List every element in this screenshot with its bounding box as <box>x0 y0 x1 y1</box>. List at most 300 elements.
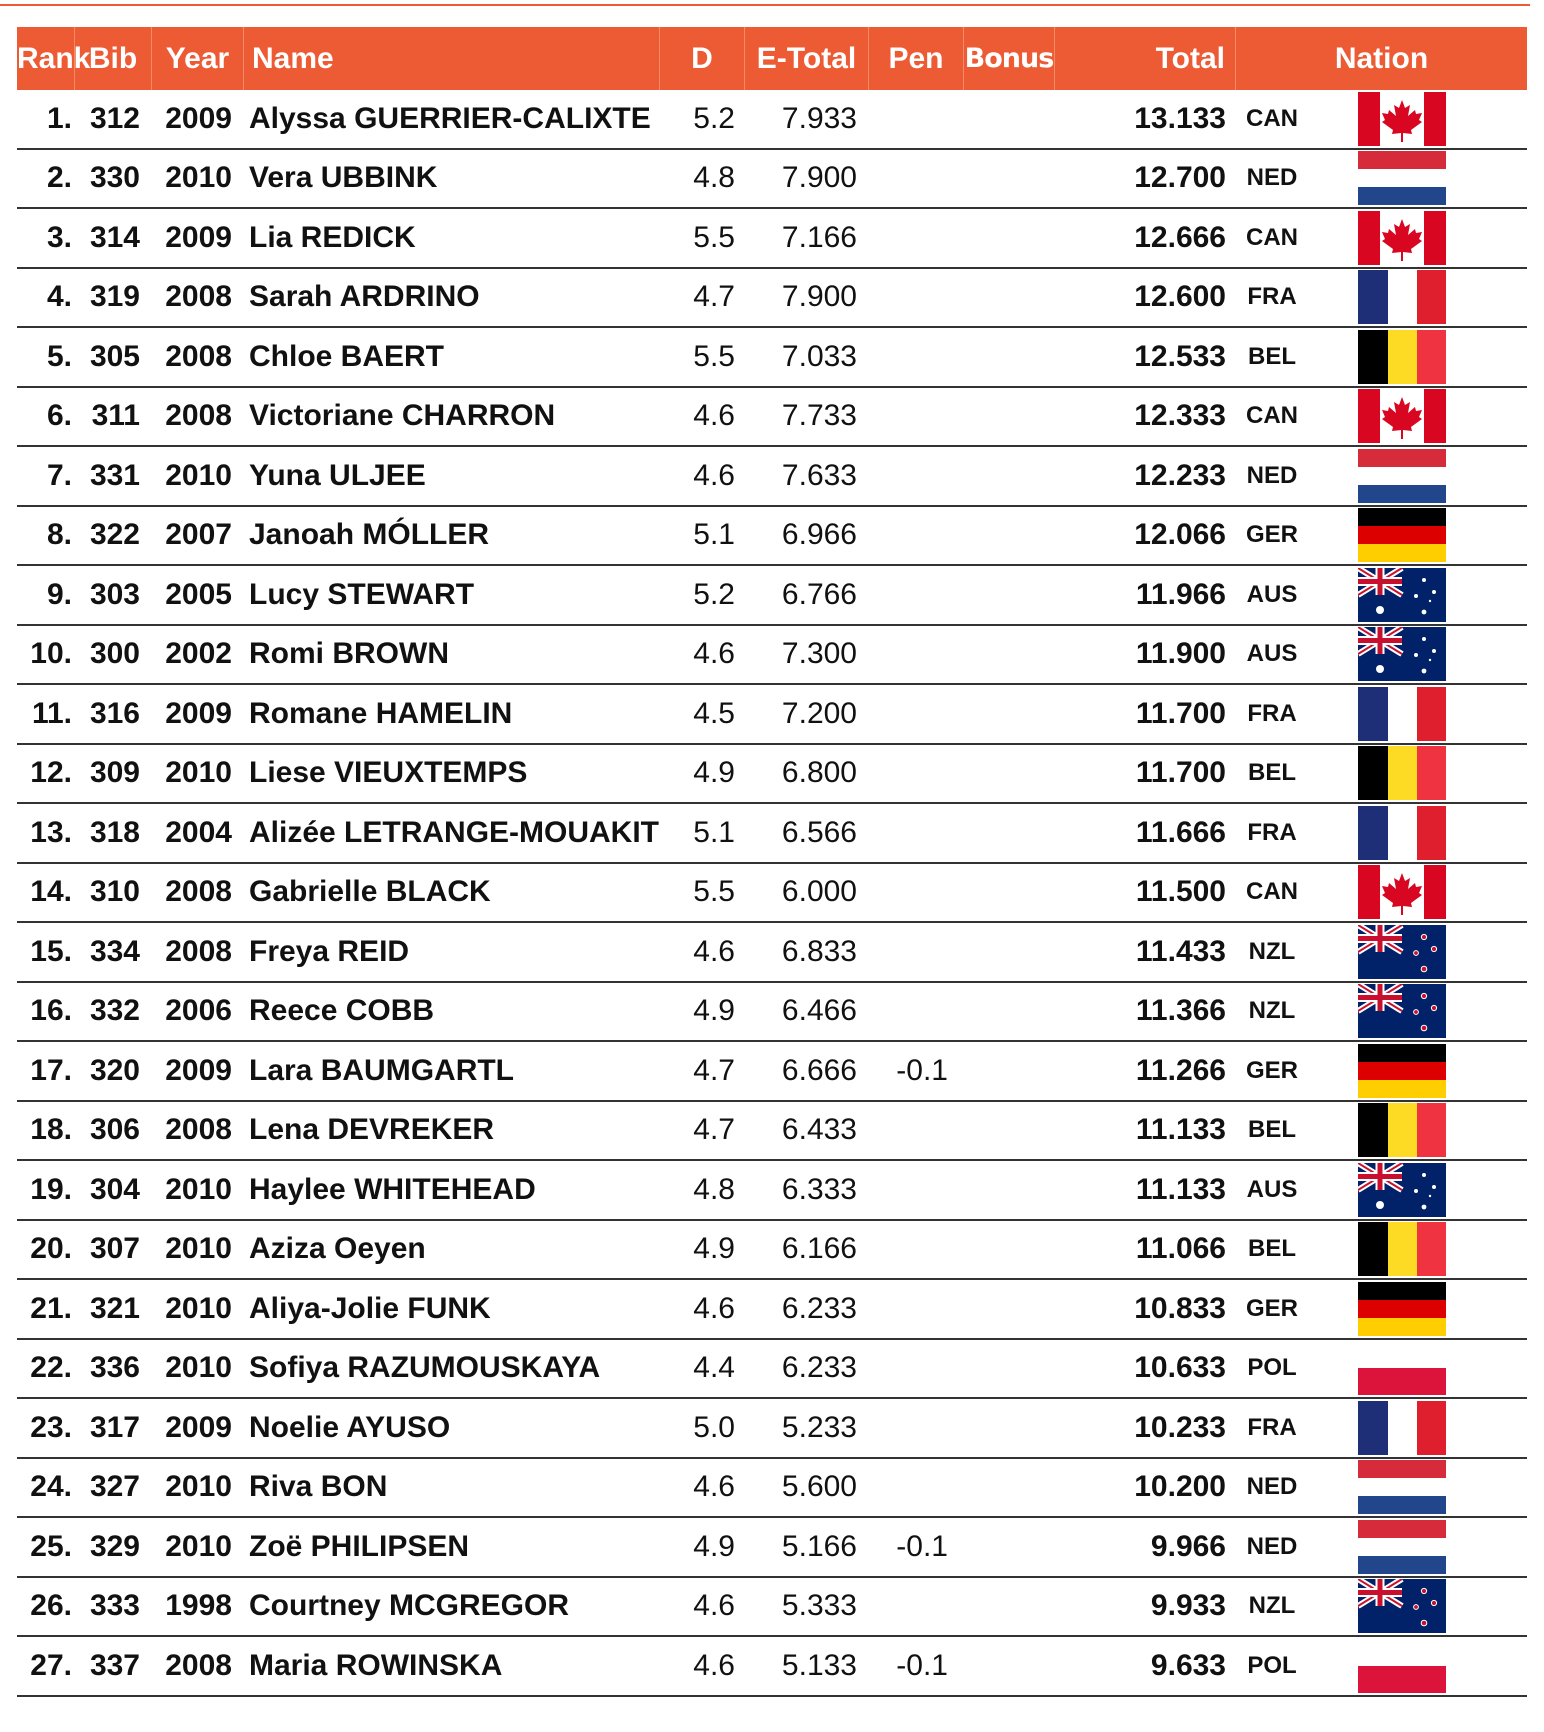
nation-code: GER <box>1245 1294 1298 1322</box>
nation-code: NED <box>1246 1473 1298 1501</box>
netherlands-flag-icon <box>1358 449 1446 503</box>
total-cell: 12.600 <box>1134 280 1226 314</box>
bib-cell: 310 <box>89 875 140 909</box>
australia-flag-icon <box>1358 568 1446 622</box>
header-rank: Rank <box>17 27 75 90</box>
netherlands-flag-icon <box>1358 1460 1446 1514</box>
nation-code: FRA <box>1247 699 1297 727</box>
total-cell: 12.533 <box>1134 339 1226 373</box>
nation-cell <box>1236 1401 1527 1455</box>
belgium-flag-icon <box>1358 746 1446 800</box>
table-row <box>17 1221 1527 1281</box>
bib-cell: 320 <box>89 1053 140 1087</box>
germany-flag-icon <box>1358 1044 1446 1098</box>
d-score-cell: 4.6 <box>693 934 735 968</box>
name-cell: Noelie AYUSO <box>249 1410 451 1444</box>
year-cell: 2008 <box>165 399 232 433</box>
d-score-cell: 4.5 <box>693 696 735 730</box>
bib-cell: 336 <box>89 1351 140 1385</box>
new-zealand-flag-icon <box>1358 984 1446 1038</box>
e-total-cell: 5.333 <box>781 1589 857 1623</box>
rank-cell: 9. <box>46 577 72 611</box>
nation-code: FRA <box>1247 1413 1297 1441</box>
nation-cell <box>1236 1282 1527 1336</box>
name-cell: Lucy STEWART <box>249 577 475 611</box>
nation-cell <box>1236 330 1527 384</box>
name-cell: Aliya-Jolie FUNK <box>249 1291 491 1325</box>
d-score-cell: 4.9 <box>693 994 735 1028</box>
name-cell: Janoah MÓLLER <box>249 518 490 552</box>
canada-flag-icon <box>1358 92 1446 146</box>
total-cell: 12.066 <box>1134 518 1226 552</box>
year-cell: 2009 <box>165 101 232 135</box>
e-total-cell: 6.166 <box>781 1232 857 1266</box>
year-cell: 2009 <box>165 1053 232 1087</box>
bib-cell: 303 <box>89 577 140 611</box>
year-cell: 2010 <box>165 756 232 790</box>
d-score-cell: 4.8 <box>693 161 735 195</box>
year-cell: 2005 <box>165 577 232 611</box>
table-row <box>17 1340 1527 1400</box>
table-row <box>17 1518 1527 1578</box>
e-total-cell: 6.466 <box>781 994 857 1028</box>
total-cell: 11.666 <box>1135 815 1226 849</box>
total-cell: 11.133 <box>1135 1172 1226 1206</box>
total-cell: 11.700 <box>1135 756 1226 790</box>
year-cell: 2007 <box>165 518 232 552</box>
nation-code: BEL <box>1248 1235 1296 1263</box>
nation-cell <box>1236 746 1527 800</box>
rank-cell: 16. <box>30 994 72 1028</box>
d-score-cell: 4.6 <box>693 637 735 671</box>
rank-cell: 12. <box>30 756 72 790</box>
total-cell: 10.833 <box>1134 1291 1226 1325</box>
bib-cell: 317 <box>89 1410 140 1444</box>
year-cell: 2009 <box>165 696 232 730</box>
nation-code: FRA <box>1247 818 1297 846</box>
header-name: Name <box>244 27 660 90</box>
bib-cell: 314 <box>89 220 140 254</box>
header-pen: Pen <box>869 27 964 90</box>
rank-cell: 3. <box>46 220 72 254</box>
d-score-cell: 5.5 <box>693 220 735 254</box>
name-cell: Alyssa GUERRIER-CALIXTE <box>249 101 651 135</box>
header-total: Total <box>1055 27 1236 90</box>
rank-cell: 7. <box>46 458 72 492</box>
e-total-cell: 7.166 <box>781 220 857 254</box>
belgium-flag-icon <box>1358 330 1446 384</box>
bib-cell: 312 <box>89 101 140 135</box>
year-cell: 2010 <box>165 1470 232 1504</box>
d-score-cell: 5.2 <box>693 101 735 135</box>
d-score-cell: 5.1 <box>693 815 735 849</box>
nation-cell <box>1236 1044 1527 1098</box>
nation-cell <box>1236 151 1527 205</box>
total-cell: 9.933 <box>1150 1589 1226 1623</box>
nation-code: BEL <box>1248 342 1296 370</box>
nation-cell <box>1236 1579 1527 1633</box>
e-total-cell: 5.600 <box>781 1470 857 1504</box>
rank-cell: 26. <box>30 1589 72 1623</box>
table-row <box>17 388 1527 448</box>
name-cell: Maria ROWINSKA <box>249 1648 503 1682</box>
year-cell: 2008 <box>165 1113 232 1147</box>
nation-cell <box>1236 865 1527 919</box>
year-cell: 2008 <box>165 280 232 314</box>
year-cell: 2008 <box>165 339 232 373</box>
nation-cell <box>1236 449 1527 503</box>
poland-flag-icon <box>1358 1341 1446 1395</box>
d-score-cell: 4.6 <box>693 1291 735 1325</box>
year-cell: 2008 <box>165 875 232 909</box>
table-row <box>17 1280 1527 1340</box>
table-row <box>17 150 1527 210</box>
table-row <box>17 507 1527 567</box>
nation-code: NED <box>1246 164 1298 192</box>
germany-flag-icon <box>1358 508 1446 562</box>
nation-cell <box>1236 508 1527 562</box>
year-cell: 2004 <box>165 815 232 849</box>
nation-cell <box>1236 627 1527 681</box>
rank-cell: 1. <box>46 101 72 135</box>
nation-cell <box>1236 389 1527 443</box>
bib-cell: 307 <box>89 1232 140 1266</box>
e-total-cell: 5.166 <box>781 1529 857 1563</box>
bib-cell: 318 <box>89 815 140 849</box>
nation-code: CAN <box>1246 104 1298 132</box>
total-cell: 11.433 <box>1135 934 1226 968</box>
nation-code: BEL <box>1248 1116 1296 1144</box>
d-score-cell: 4.4 <box>693 1351 735 1385</box>
bib-cell: 327 <box>89 1470 140 1504</box>
e-total-cell: 7.633 <box>781 458 857 492</box>
bib-cell: 304 <box>89 1172 140 1206</box>
e-total-cell: 7.900 <box>781 161 857 195</box>
name-cell: Chloe BAERT <box>249 339 444 373</box>
nation-cell <box>1236 984 1527 1038</box>
year-cell: 2010 <box>165 1172 232 1206</box>
total-cell: 9.966 <box>1150 1529 1226 1563</box>
new-zealand-flag-icon <box>1358 925 1446 979</box>
d-score-cell: 5.1 <box>693 518 735 552</box>
nation-code: POL <box>1247 1651 1297 1679</box>
d-score-cell: 4.6 <box>693 1648 735 1682</box>
france-flag-icon <box>1358 687 1446 741</box>
top-divider <box>0 4 1530 6</box>
total-cell: 12.666 <box>1134 220 1226 254</box>
name-cell: Sarah ARDRINO <box>249 280 480 314</box>
table-row <box>17 804 1527 864</box>
rank-cell: 23. <box>30 1410 72 1444</box>
year-cell: 2009 <box>165 1410 232 1444</box>
belgium-flag-icon <box>1358 1222 1446 1276</box>
d-score-cell: 4.9 <box>693 1529 735 1563</box>
e-total-cell: 6.233 <box>781 1351 857 1385</box>
nation-cell <box>1236 211 1527 265</box>
year-cell: 2010 <box>165 458 232 492</box>
nation-code: GER <box>1245 521 1298 549</box>
name-cell: Lia REDICK <box>249 220 416 254</box>
e-total-cell: 6.666 <box>781 1053 857 1087</box>
name-cell: Romane HAMELIN <box>249 696 513 730</box>
nation-cell <box>1236 1103 1527 1157</box>
year-cell: 2010 <box>165 1351 232 1385</box>
bib-cell: 330 <box>89 161 140 195</box>
e-total-cell: 7.933 <box>781 101 857 135</box>
bib-cell: 306 <box>89 1113 140 1147</box>
nation-code: BEL <box>1248 759 1296 787</box>
table-row <box>17 685 1527 745</box>
e-total-cell: 6.966 <box>781 518 857 552</box>
header-nation: Nation <box>1334 42 1429 75</box>
bib-cell: 332 <box>89 994 140 1028</box>
e-total-cell: 7.033 <box>781 339 857 373</box>
total-cell: 11.966 <box>1135 577 1226 611</box>
year-cell: 2008 <box>165 1648 232 1682</box>
rank-cell: 6. <box>46 399 72 433</box>
canada-flag-icon <box>1358 865 1446 919</box>
canada-flag-icon <box>1358 389 1446 443</box>
rank-cell: 24. <box>30 1470 72 1504</box>
bib-cell: 316 <box>89 696 140 730</box>
bib-cell: 309 <box>89 756 140 790</box>
bib-cell: 300 <box>89 637 140 671</box>
name-cell: Haylee WHITEHEAD <box>249 1172 536 1206</box>
e-total-cell: 6.000 <box>781 875 857 909</box>
table-row <box>17 90 1527 150</box>
nation-cell <box>1236 1639 1527 1693</box>
d-score-cell: 4.8 <box>693 1172 735 1206</box>
bib-cell: 334 <box>89 934 140 968</box>
rank-cell: 8. <box>46 518 72 552</box>
nation-code: NZL <box>1248 1592 1296 1620</box>
header-bonus: Bonus <box>964 27 1055 90</box>
nation-code: NZL <box>1248 937 1296 965</box>
name-cell: Aziza Oeyen <box>249 1232 426 1266</box>
table-row <box>17 1102 1527 1162</box>
table-row <box>17 1578 1527 1638</box>
australia-flag-icon <box>1358 1163 1446 1217</box>
total-cell: 9.633 <box>1150 1648 1226 1682</box>
name-cell: Lena DEVREKER <box>249 1113 495 1147</box>
year-cell: 2010 <box>165 1291 232 1325</box>
year-cell: 2008 <box>165 934 232 968</box>
d-score-cell: 4.7 <box>693 1053 735 1087</box>
name-cell: Yuna ULJEE <box>249 458 426 492</box>
e-total-cell: 7.900 <box>781 280 857 314</box>
nation-cell <box>1236 1341 1527 1395</box>
table-row <box>17 1161 1527 1221</box>
table-row <box>17 269 1527 329</box>
penalty-cell: -0.1 <box>896 1053 948 1087</box>
rank-cell: 14. <box>30 875 72 909</box>
d-score-cell: 4.6 <box>693 1470 735 1504</box>
rank-cell: 22. <box>30 1351 72 1385</box>
germany-flag-icon <box>1358 1282 1446 1336</box>
rank-cell: 25. <box>30 1529 72 1563</box>
rank-cell: 15. <box>30 934 72 968</box>
table-header <box>17 27 1527 90</box>
nation-cell <box>1236 568 1527 622</box>
nation-cell <box>1236 92 1527 146</box>
year-cell: 2010 <box>165 161 232 195</box>
e-total-cell: 7.300 <box>781 637 857 671</box>
nation-code: FRA <box>1247 283 1297 311</box>
nation-code: AUS <box>1246 580 1298 608</box>
nation-code: POL <box>1247 1354 1297 1382</box>
bib-cell: 333 <box>89 1589 140 1623</box>
total-cell: 10.233 <box>1134 1410 1226 1444</box>
header-d: D <box>660 27 745 90</box>
bib-cell: 319 <box>89 280 140 314</box>
nation-cell <box>1236 270 1527 324</box>
d-score-cell: 4.6 <box>693 1589 735 1623</box>
france-flag-icon <box>1358 806 1446 860</box>
total-cell: 11.266 <box>1135 1053 1226 1087</box>
table-row <box>17 745 1527 805</box>
nation-code: CAN <box>1246 878 1298 906</box>
d-score-cell: 4.7 <box>693 1113 735 1147</box>
rank-cell: 21. <box>30 1291 72 1325</box>
nation-code: NED <box>1246 461 1298 489</box>
rank-cell: 10. <box>30 637 72 671</box>
table-row <box>17 328 1527 388</box>
total-cell: 13.133 <box>1134 101 1226 135</box>
results-table <box>17 27 1527 1697</box>
rank-cell: 27. <box>30 1648 72 1682</box>
name-cell: Lara BAUMGARTL <box>249 1053 515 1087</box>
belgium-flag-icon <box>1358 1103 1446 1157</box>
d-score-cell: 5.5 <box>693 875 735 909</box>
total-cell: 11.133 <box>1135 1113 1226 1147</box>
nation-cell <box>1236 1460 1527 1514</box>
table-row <box>17 566 1527 626</box>
penalty-cell: -0.1 <box>896 1529 948 1563</box>
header-bib: Bib <box>75 27 152 90</box>
bib-cell: 329 <box>89 1529 140 1563</box>
france-flag-icon <box>1358 270 1446 324</box>
bib-cell: 322 <box>89 518 140 552</box>
d-score-cell: 4.9 <box>693 756 735 790</box>
table-row <box>17 626 1527 686</box>
d-score-cell: 5.2 <box>693 577 735 611</box>
name-cell: Gabrielle BLACK <box>249 875 491 909</box>
name-cell: Romi BROWN <box>249 637 449 671</box>
poland-flag-icon <box>1358 1639 1446 1693</box>
e-total-cell: 6.766 <box>781 577 857 611</box>
d-score-cell: 4.9 <box>693 1232 735 1266</box>
table-row <box>17 983 1527 1043</box>
total-cell: 12.333 <box>1134 399 1226 433</box>
d-score-cell: 4.6 <box>693 399 735 433</box>
nation-code: AUS <box>1246 640 1298 668</box>
year-cell: 2002 <box>165 637 232 671</box>
year-cell: 1998 <box>165 1589 232 1623</box>
nation-code: NZL <box>1248 997 1296 1025</box>
e-total-cell: 6.566 <box>781 815 857 849</box>
canada-flag-icon <box>1358 211 1446 265</box>
name-cell: Liese VIEUXTEMPS <box>249 756 528 790</box>
year-cell: 2010 <box>165 1232 232 1266</box>
rank-cell: 2. <box>46 161 72 195</box>
table-row <box>17 1637 1527 1697</box>
penalty-cell: -0.1 <box>896 1648 948 1682</box>
e-total-cell: 5.233 <box>781 1410 857 1444</box>
name-cell: Reece COBB <box>249 994 435 1028</box>
nation-code: GER <box>1245 1056 1298 1084</box>
e-total-cell: 6.333 <box>781 1172 857 1206</box>
table-row <box>17 209 1527 269</box>
table-row <box>17 1042 1527 1102</box>
e-total-cell: 5.133 <box>781 1648 857 1682</box>
rank-cell: 19. <box>30 1172 72 1206</box>
nation-cell <box>1236 806 1527 860</box>
total-cell: 10.200 <box>1134 1470 1226 1504</box>
year-cell: 2010 <box>165 1529 232 1563</box>
bib-cell: 311 <box>91 399 140 433</box>
table-row <box>17 864 1527 924</box>
bib-cell: 337 <box>89 1648 140 1682</box>
total-cell: 12.233 <box>1134 458 1226 492</box>
rank-cell: 4. <box>46 280 72 314</box>
d-score-cell: 5.0 <box>693 1410 735 1444</box>
total-cell: 10.633 <box>1134 1351 1226 1385</box>
netherlands-flag-icon <box>1358 1520 1446 1574</box>
bib-cell: 305 <box>89 339 140 373</box>
nation-cell <box>1236 687 1527 741</box>
e-total-cell: 6.433 <box>781 1113 857 1147</box>
name-cell: Freya REID <box>249 934 410 968</box>
total-cell: 11.700 <box>1135 696 1226 730</box>
d-score-cell: 4.7 <box>693 280 735 314</box>
table-row <box>17 1399 1527 1459</box>
rank-cell: 13. <box>30 815 72 849</box>
d-score-cell: 5.5 <box>693 339 735 373</box>
nation-cell <box>1236 1163 1527 1217</box>
name-cell: Courtney MCGREGOR <box>249 1589 570 1623</box>
nation-code: AUS <box>1246 1175 1298 1203</box>
new-zealand-flag-icon <box>1358 1579 1446 1633</box>
name-cell: Sofiya RAZUMOUSKAYA <box>249 1351 601 1385</box>
netherlands-flag-icon <box>1358 151 1446 205</box>
nation-cell <box>1236 925 1527 979</box>
bib-cell: 331 <box>89 458 140 492</box>
nation-code: NED <box>1246 1532 1298 1560</box>
e-total-cell: 6.833 <box>781 934 857 968</box>
nation-cell <box>1236 1520 1527 1574</box>
e-total-cell: 6.800 <box>781 756 857 790</box>
total-cell: 11.900 <box>1135 637 1226 671</box>
e-total-cell: 7.200 <box>781 696 857 730</box>
header-e-total: E-Total <box>745 27 869 90</box>
rank-cell: 17. <box>30 1053 72 1087</box>
name-cell: Vera UBBINK <box>249 161 438 195</box>
total-cell: 11.366 <box>1135 994 1226 1028</box>
name-cell: Zoë PHILIPSEN <box>249 1529 470 1563</box>
total-cell: 11.500 <box>1135 875 1226 909</box>
rank-cell: 20. <box>30 1232 72 1266</box>
name-cell: Victoriane CHARRON <box>249 399 556 433</box>
table-row <box>17 447 1527 507</box>
nation-code: CAN <box>1246 223 1298 251</box>
header-year: Year <box>152 27 244 90</box>
nation-code: CAN <box>1246 402 1298 430</box>
table-row <box>17 923 1527 983</box>
e-total-cell: 7.733 <box>781 399 857 433</box>
table-row <box>17 1459 1527 1519</box>
total-cell: 12.700 <box>1134 161 1226 195</box>
name-cell: Alizée LETRANGE-MOUAKIT <box>249 815 660 849</box>
